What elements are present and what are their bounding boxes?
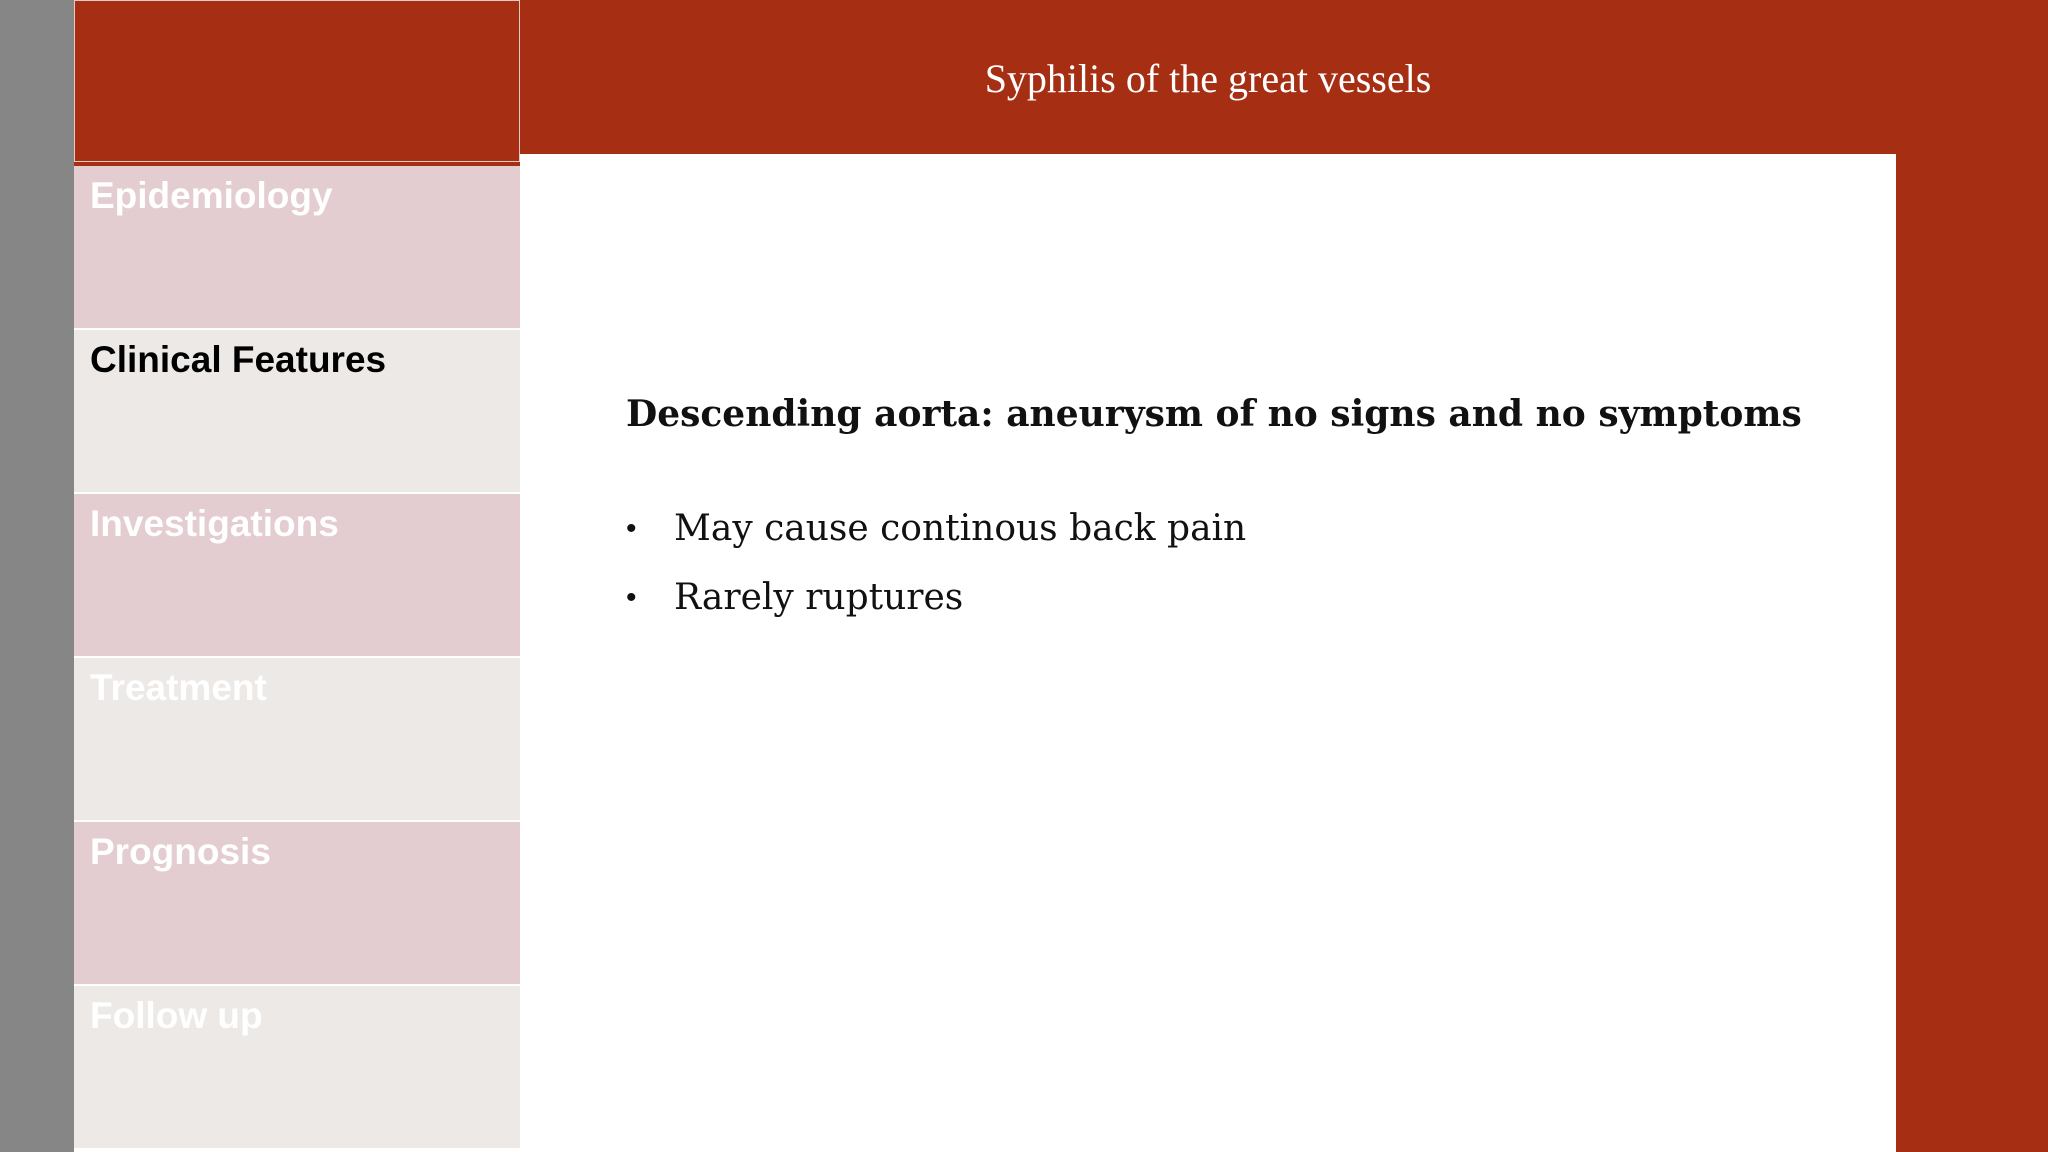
right-accent-strip: [1896, 0, 2048, 1152]
nav-item-prognosis[interactable]: [74, 822, 520, 984]
bullet-list: [626, 494, 1246, 632]
nav-item-label: Follow up: [90, 995, 263, 1036]
nav-item-follow-up[interactable]: [74, 986, 520, 1148]
nav-item-treatment[interactable]: [74, 658, 520, 820]
bullet-icon: •: [626, 581, 637, 614]
title-band: [520, 0, 1896, 154]
nav-item-label: Investigations: [90, 503, 339, 544]
nav-item-label: Treatment: [90, 667, 267, 708]
nav-item-label: Clinical Features: [90, 339, 387, 380]
slide-title: Syphilis of the great vessels: [984, 56, 1432, 101]
nav-item-clinical-features[interactable]: [74, 330, 520, 492]
bullet-text: May cause continous back pain: [674, 508, 1247, 549]
nav-item-investigations[interactable]: [74, 494, 520, 656]
bullet-icon: •: [626, 512, 637, 545]
nav-item-label: Epidemiology: [90, 175, 333, 216]
bullet-item: [626, 563, 1246, 632]
nav-item-label: Prognosis: [90, 831, 271, 872]
section-nav: [74, 166, 520, 1152]
slide-content: [520, 154, 1896, 1152]
bullet-item: [626, 494, 1246, 563]
bullet-text: Rarely ruptures: [674, 577, 964, 618]
nav-item-epidemiology[interactable]: [74, 166, 520, 328]
slide-subtitle: Descending aorta: aneurysm of no signs and no symptoms: [626, 393, 1802, 435]
left-gutter: [0, 0, 74, 1152]
nav-header-block: [74, 0, 520, 162]
